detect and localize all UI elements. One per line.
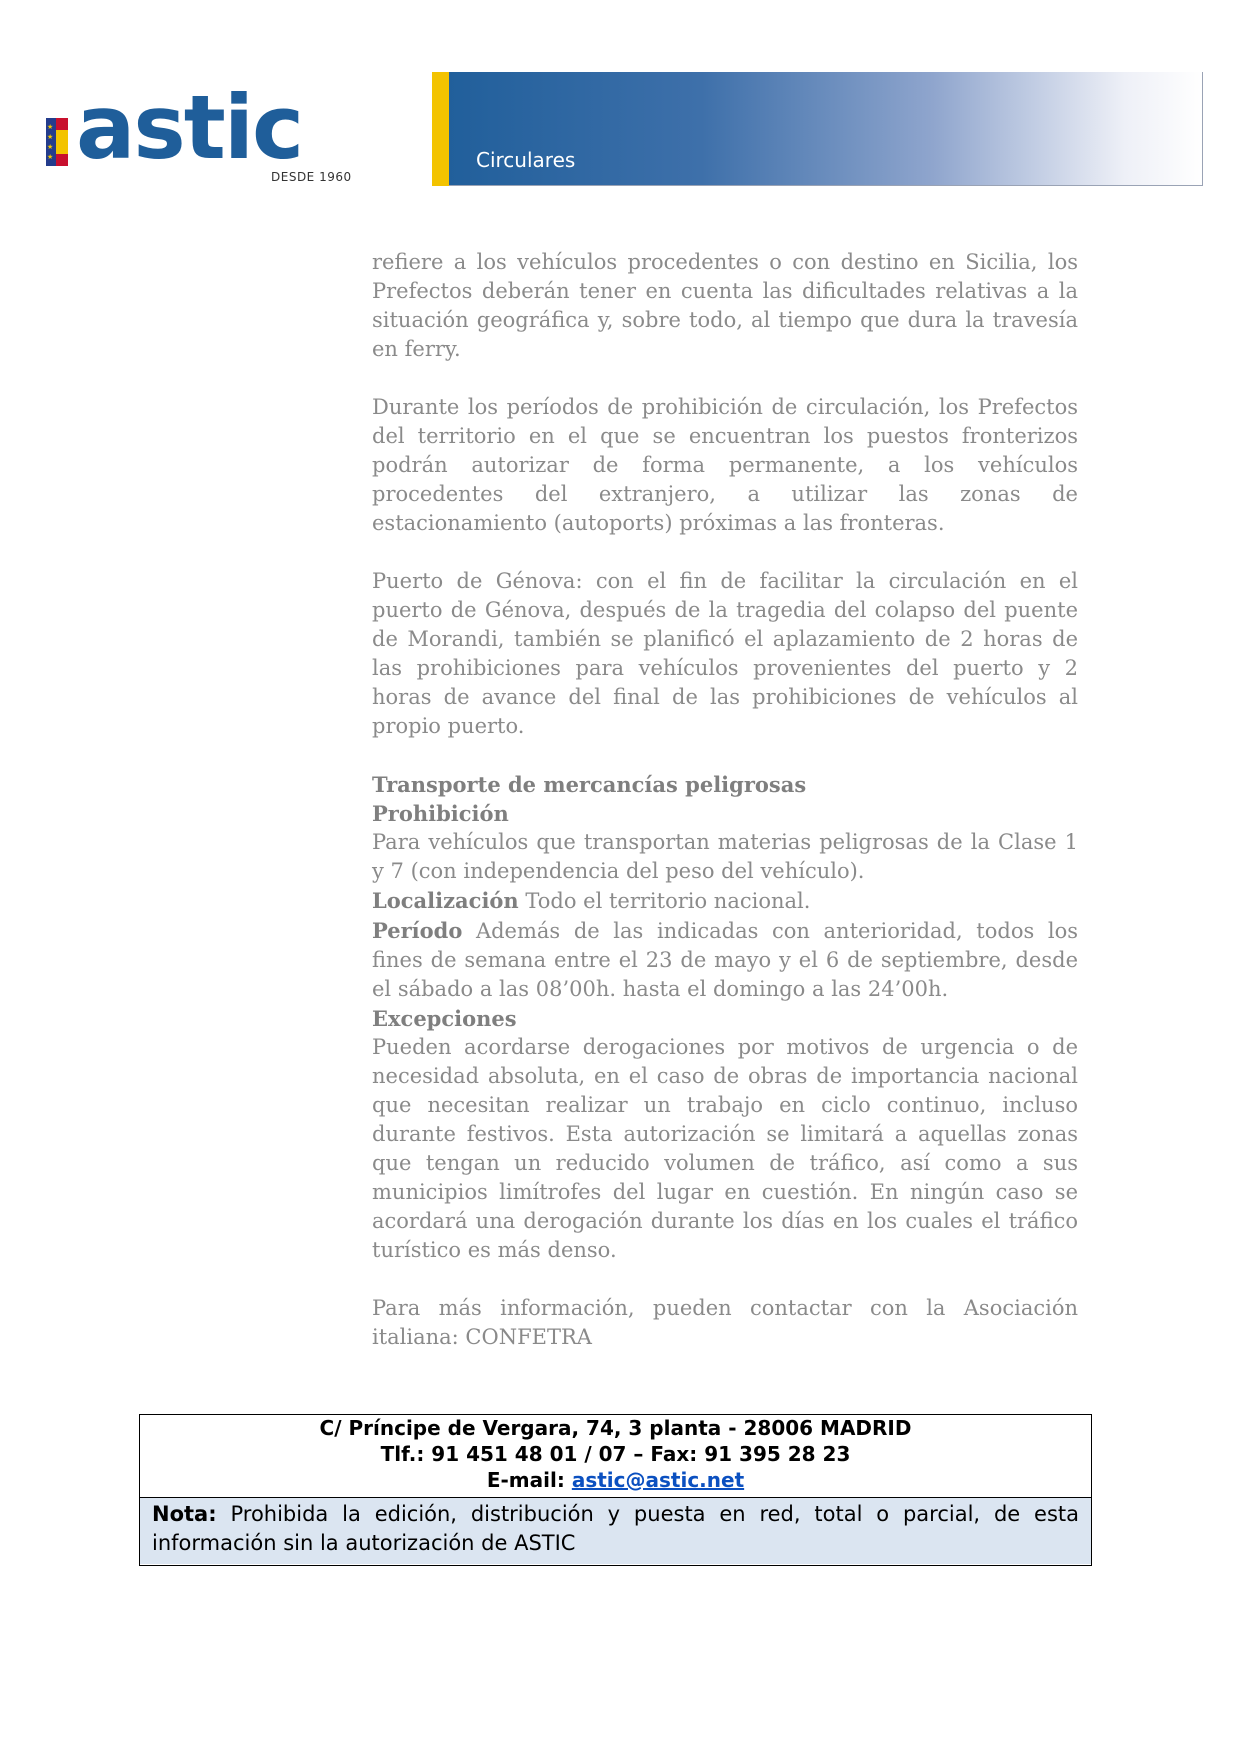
contact-block: [140, 1415, 1091, 1498]
location-text: Todo el territorio nacional.: [518, 889, 811, 913]
note-label: Nota:: [152, 1502, 217, 1526]
circular-body: [372, 248, 1078, 1381]
dangerous-goods-section: [372, 770, 1078, 1265]
exceptions-text: Pueden acordarse derogaciones por motivos de urgencia o de necesidad absoluta, en el caso de obras de importancia nacional que necesitan realizar un trabajo en ciclo continuo, incluso durante festivos. Esta autorización se limitará a aquellas zonas que tengan un reducido volumen de tráfico, así como a sus municipios limítrofes del lugar en cuestión. En ningún caso se acordará una derogación durante los días en los cuales el tráfico turístico es más denso.: [372, 1035, 1078, 1262]
email-label: E-mail:: [486, 1468, 572, 1492]
banner-title: Circulares: [476, 148, 576, 172]
address-line: C/ Príncipe de Vergara, 74, 3 planta - 28006 MADRID: [319, 1416, 912, 1440]
astic-logo: [46, 76, 366, 186]
location-line: [372, 886, 1078, 916]
prohibition-text: Para vehículos que transportan materias peligrosas de la Clase 1 y 7 (con independencia del peso del vehículo).: [372, 830, 1078, 883]
paragraph: refiere a los vehículos procedentes o con destino en Sicilia, los Prefectos deberán tener en cuenta las dificultades relativas a la situación geográfica y, sobre todo, al tiempo que dura la travesía en ferry.: [372, 250, 1078, 361]
email-line: [140, 1467, 1091, 1493]
footer-box: [139, 1414, 1092, 1566]
email-link[interactable]: astic@astic.net: [571, 1468, 745, 1492]
prohibition-heading: Prohibición: [372, 801, 509, 826]
legal-note: [140, 1498, 1091, 1564]
phone-line: Tlf.: 91 451 48 01 / 07 – Fax: 91 395 28 23: [380, 1442, 851, 1466]
logo-wordmark: astic: [76, 76, 303, 179]
section-title: Transporte de mercancías peligrosas: [372, 772, 807, 797]
paragraph: Puerto de Génova: con el fin de facilitar la circulación en el puerto de Génova, después de la tragedia del colapso del puente de Morandi, también se planificó el aplazamiento de 2 horas de las prohibiciones para vehículos provenientes del puerto y 2 horas de avance del final de las prohibiciones de vehículos al propio puerto.: [372, 569, 1078, 738]
period-text: Además de las indicadas con anterioridad, todos los fines de semana entre el 23 de mayo y el 6 de septiembre, desde el sábado a las 08’00h. hasta el domingo a las 24’00h.: [372, 919, 1078, 1001]
period-line: [372, 916, 1078, 1004]
period-label: Período: [372, 918, 463, 943]
paragraph: Durante los períodos de prohibición de circulación, los Prefectos del territorio en el que se encuentran los puestos fronterizos podrán autorizar de forma permanente, a los vehículos procedentes del extranjero, a utilizar las zonas de estacionamiento (autoports) próximas a las fronteras.: [372, 395, 1078, 535]
closing-paragraph: Para más información, pueden contactar con la Asociación italiana: CONFETRA: [372, 1296, 1078, 1349]
logo-tagline: DESDE 1960: [271, 170, 352, 184]
note-text: Prohibida la edición, distribución y puesta en red, total o parcial, de esta información sin la autorización de ASTIC: [152, 1502, 1079, 1555]
location-label: Localización: [372, 888, 519, 913]
exceptions-heading: Excepciones: [372, 1006, 517, 1031]
spain-flag-icon: ★ ★ ★ ★: [46, 118, 68, 166]
banner-accent-bar: [432, 72, 449, 186]
